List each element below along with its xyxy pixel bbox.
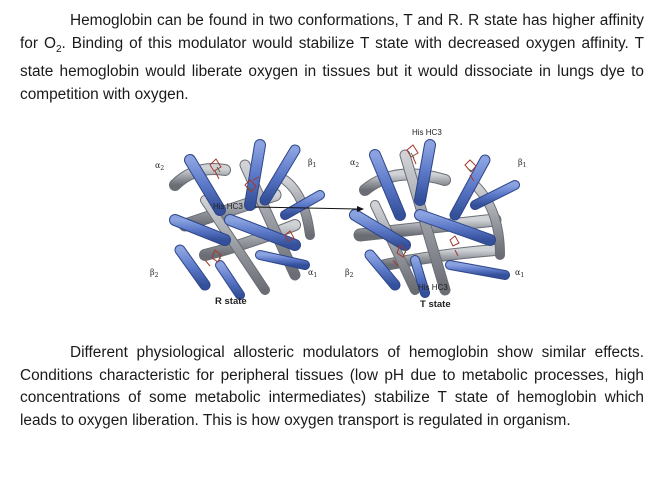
- paragraph-conformations: [20, 10, 644, 106]
- r-beta2-label: $\beta_2$: [150, 268, 159, 279]
- r-alpha1-label: $\alpha_1$: [308, 268, 318, 279]
- t-his-label-top: His HC3: [412, 128, 442, 137]
- t-beta1-label: $\beta_1$: [518, 158, 527, 169]
- t-alpha2-label: $\alpha_2$: [350, 158, 360, 169]
- t-state-caption: T state: [420, 299, 451, 310]
- paragraph-1-text-b: . Binding of this modulator would stabilize T state with decreased oxygen affinity. T state hemoglobin would liberate oxygen in tissues but it would dissociate in lungs dye to competition with oxygen.: [20, 34, 644, 103]
- r-his-label: His HC3: [213, 202, 243, 211]
- paragraph-allosteric-modulators: Different physiological allosteric modulators of hemoglobin show similar effects. Conditions characteristic for peripheral tissues (low pH due to metabolic processes, high concentrations of some metabolic intermediates) stabilize T state of hemoglobin which leads to oxygen liberation. This is how oxygen transport is regulated in organism.: [20, 344, 644, 429]
- r-state-caption: R state: [215, 296, 247, 307]
- t-alpha1-label: $\alpha_1$: [515, 268, 525, 279]
- r-state-structure: [175, 145, 320, 295]
- t-beta2-label: $\beta_2$: [345, 268, 354, 279]
- t-his-label-bottom: His HC3: [418, 283, 448, 292]
- r-alpha2-label: $\alpha_2$: [155, 161, 165, 172]
- paragraph-1-text-a: Hemoglobin can be found in two conformations, T and R. R state has higher affinity for O: [20, 12, 644, 52]
- r-beta1-label: $\beta_1$: [308, 158, 317, 169]
- hemoglobin-conformation-figure: [145, 125, 530, 320]
- t-state-structure: [355, 145, 515, 293]
- oxygen-subscript: 2: [55, 43, 62, 55]
